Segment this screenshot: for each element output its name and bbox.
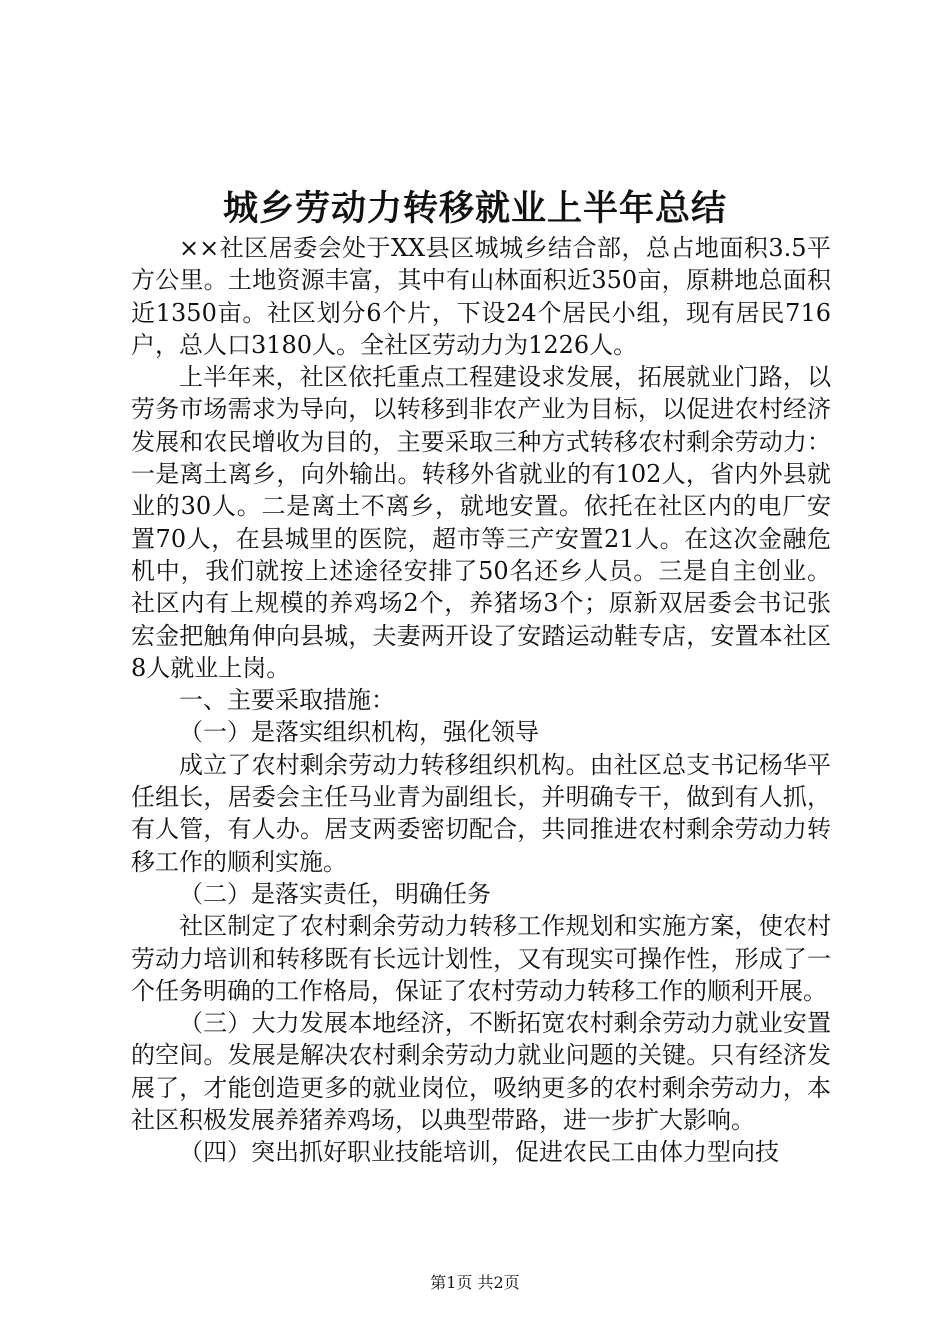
paragraph-intro: ××社区居委会处于XX县区城城乡结合部，总占地面积3.5平方公里。土地资源丰富，其中有山林面积近350亩，原耕地总面积近1350亩。社区划分6个片，下设24个居民小组，现有居民716户，总人口3180人。全社区劳动力为1226人。	[131, 234, 831, 359]
paragraph-skills-training: （四）突出抓好职业技能培训，促进农民工由体力型向技	[179, 1138, 779, 1167]
document-body	[131, 232, 831, 1169]
subheading-2: （二）是落实责任，明确任务	[179, 879, 491, 908]
page-footer: 第1页 共2页	[430, 1273, 520, 1292]
subheading-1: （一）是落实组织机构，强化领导	[179, 718, 539, 747]
section-heading-measures: 一、主要采取措施：	[179, 686, 395, 715]
paragraph-organization: 成立了农村剩余劳动力转移组织机构。由社区总支书记杨华平任组长，居委会主任马业青为副组长，并明确专干，做到有人抓，有人管，有人办。居支两委密切配合，共同推进农村剩余劳动力转移工作的顺利实施。	[131, 750, 831, 876]
paragraph-local-economy: （三）大力发展本地经济，不断拓宽农村剩余劳动力就业安置的空间。发展是解决农村剩余劳动力就业问题的关键。只有经济发展了，才能创造更多的就业岗位，吸纳更多的农村剩余劳动力，本社区积极发展养猪养鸡场，以典型带路，进一步扩大影响。	[131, 1009, 831, 1135]
paragraph-responsibility: 社区制定了农村剩余劳动力转移工作规划和实施方案，使农村劳动力培训和转移既有长远计划性，又有现实可操作性，形成了一个任务明确的工作格局，保证了农村劳动力转移工作的顺利开展。	[131, 912, 831, 1005]
document-title: 城乡劳动力转移就业上半年总结	[222, 188, 727, 229]
paragraph-first-half-summary: 上半年来，社区依托重点工程建设求发展，拓展就业门路，以劳务市场需求为导向，以转移到非农产业为目标，以促进农村经济发展和农民增收为目的，主要采取三种方式转移农村剩余劳动力：一是离土离乡，向外输出。转移外省就业的有102人，省内外县就业的30人。二是离土不离乡，就地安置。依托在社区内的电厂安置70人，在县城里的医院，超市等三产安置21人。在这次金融危机中，我们就按上述途径安排了50名还乡人员。三是自主创业。社区内有上规模的养鸡场2个，养猪场3个；原新双居委会书记张宏金把触角伸向县城，夫妻两开设了安踏运动鞋专店，安置本社区8人就业上岗。	[131, 363, 831, 682]
